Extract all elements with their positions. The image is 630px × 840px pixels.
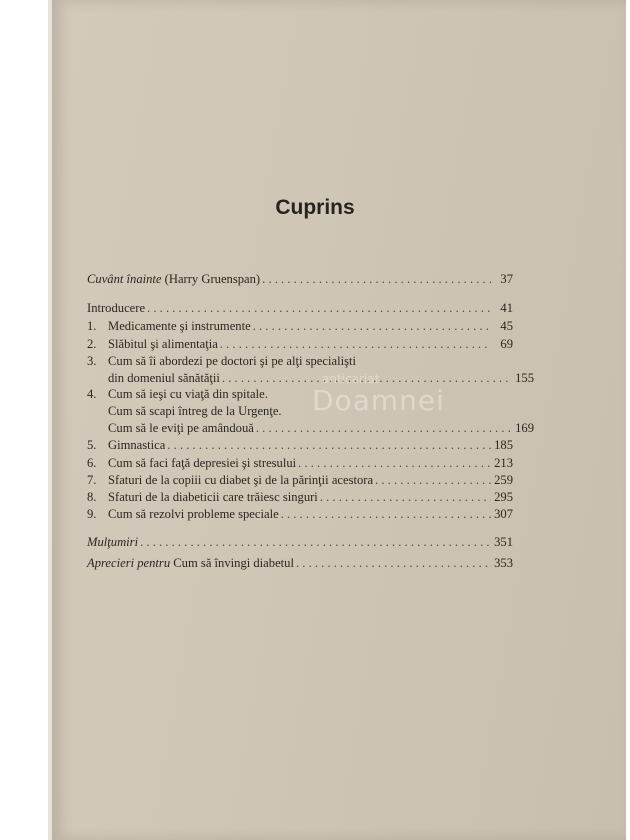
toc-label-italic: Mulţumiri: [87, 535, 139, 549]
watermark-line1: anticariat: [322, 372, 380, 386]
chapter-number: 8.: [87, 490, 97, 504]
toc-label: Sfaturi de la copiii cu diabet şi de la părinţii acestora: [108, 473, 374, 487]
toc-entry-thanks[interactable]: [87, 533, 513, 551]
toc-entry-chapter-8[interactable]: [87, 488, 513, 506]
dot-leader: [296, 554, 491, 572]
chapter-number: 6.: [87, 456, 97, 470]
toc-label: Cum să rezolvi probleme speciale: [108, 507, 279, 521]
toc-label: Cum să ieşi cu viaţă din spitale.: [108, 387, 268, 401]
dot-leader: [167, 436, 491, 454]
dot-leader: [253, 317, 491, 335]
page-number: 213: [494, 456, 513, 470]
toc-label: Cum să îi abordezi pe doctori şi pe alţi specialişti: [108, 354, 356, 368]
chapter-number: 2.: [87, 337, 97, 351]
dot-leader: [147, 299, 491, 317]
toc-entry-chapter-4-line3[interactable]: [87, 419, 534, 437]
chapter-number: 7.: [87, 473, 97, 487]
dot-leader: [320, 488, 491, 506]
toc-entry-chapter-9[interactable]: [87, 505, 513, 523]
page-number: 169: [515, 421, 534, 435]
page-number: 185: [494, 438, 513, 452]
toc-entry-intro[interactable]: [87, 299, 513, 317]
page-number: 307: [494, 507, 513, 521]
toc-label: Gimnastica: [108, 438, 166, 452]
toc-label: Introducere: [87, 301, 146, 315]
toc-label: Slăbitul şi alimentaţia: [108, 337, 218, 351]
page-number: 45: [500, 319, 513, 333]
toc-entry-chapter-5[interactable]: [87, 436, 513, 454]
page-number: 155: [515, 371, 534, 385]
toc-entry-chapter-7[interactable]: [87, 471, 513, 489]
toc-entry-chapter-1[interactable]: [87, 317, 513, 335]
dot-leader: [375, 471, 491, 489]
chapter-number: 3.: [87, 354, 97, 368]
toc-entry-praise[interactable]: [87, 554, 513, 572]
toc-entry-chapter-6[interactable]: [87, 454, 513, 472]
chapter-number: 4.: [87, 387, 97, 401]
toc-entry-chapter-2[interactable]: [87, 335, 513, 353]
toc-entry-foreword[interactable]: [87, 270, 513, 288]
page-number: 69: [500, 337, 513, 351]
page-number: 37: [500, 272, 513, 286]
toc-label: Medicamente şi instrumente: [108, 319, 251, 333]
dot-leader: [140, 533, 491, 551]
chapter-number: 9.: [87, 507, 97, 521]
toc-label: Cum să scapi întreg de la Urgenţe.: [108, 404, 282, 418]
toc-entry-chapter-4-line2[interactable]: [87, 402, 534, 420]
page-number: 295: [494, 490, 513, 504]
dot-leader: [298, 454, 491, 472]
watermark-line2: Doamnei: [312, 384, 445, 417]
toc-label: Cum să învingi diabetul: [170, 556, 294, 570]
dot-leader: [281, 505, 491, 523]
toc-entry-chapter-3-line1[interactable]: [87, 352, 513, 370]
toc-label: (Harry Gruenspan): [161, 272, 261, 286]
toc-entry-chapter-4-line1[interactable]: [87, 385, 513, 403]
dot-leader: [262, 270, 491, 288]
page-number: 353: [494, 556, 513, 570]
page-title: Cuprins: [275, 196, 355, 219]
toc-label: din domeniul sănătăţii: [108, 371, 220, 385]
dot-leader: [256, 419, 512, 437]
toc-label: Cum să faci faţă depresiei şi stresului: [108, 456, 297, 470]
toc-label: Cum să le eviţi pe amândouă: [108, 421, 254, 435]
toc-label-italic: Aprecieri pentru: [87, 556, 171, 570]
chapter-number: 1.: [87, 319, 97, 333]
chapter-number: 5.: [87, 438, 97, 452]
toc-label-italic: Cuvânt înainte: [87, 272, 162, 286]
page-number: 259: [494, 473, 513, 487]
page-number: 41: [500, 301, 513, 315]
page-number: 351: [494, 535, 513, 549]
toc-label: Sfaturi de la diabeticii care trăiesc singuri: [108, 490, 318, 504]
dot-leader: [220, 335, 491, 353]
